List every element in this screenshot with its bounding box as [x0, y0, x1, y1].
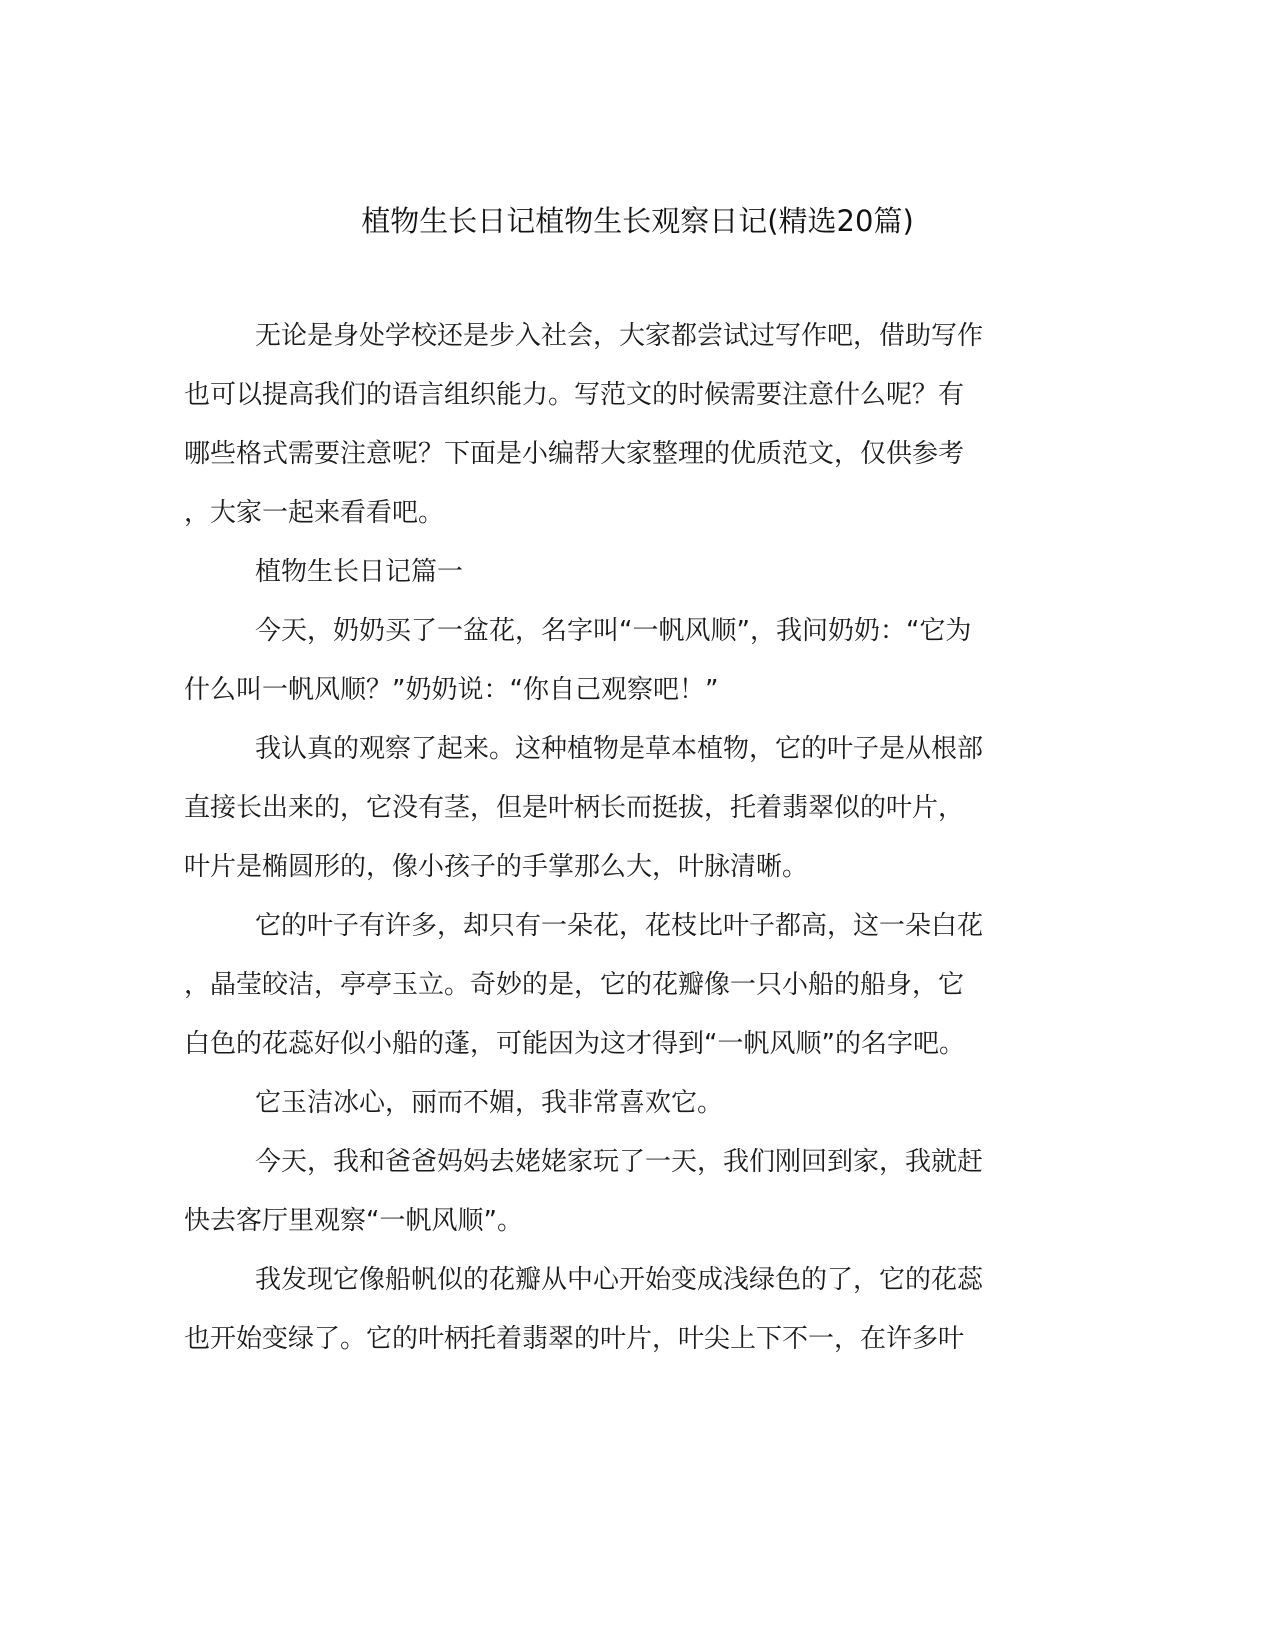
paragraph-line: 也开始变绿了。它的叶柄托着翡翠的叶片，叶尖上下不一，在许多叶 — [184, 1324, 965, 1354]
paragraph-line: ，大家一起来看看吧。 — [184, 498, 445, 528]
paragraph-line: 什么叫一帆风顺？”奶奶说：“你自己观察吧！” — [184, 675, 719, 705]
section-heading: 植物生长日记篇一 — [255, 557, 464, 587]
paragraph-line: 我认真的观察了起来。这种植物是草本植物，它的叶子是从根部 — [255, 734, 984, 764]
paragraph-line: 哪些格式需要注意呢？下面是小编帮大家整理的优质范文，仅供参考 — [184, 439, 965, 469]
paragraph-line: 无论是身处学校还是步入社会，大家都尝试过写作吧，借助写作 — [255, 321, 984, 351]
paragraph-line: 它的叶子有许多，却只有一朵花，花枝比叶子都高，这一朵白花 — [255, 911, 984, 941]
paragraph-line: 叶片是椭圆形的，像小孩子的手掌那么大，叶脉清晰。 — [184, 852, 809, 882]
paragraph-line: 我发现它像船帆似的花瓣从中心开始变成浅绿色的了，它的花蕊 — [255, 1265, 984, 1295]
paragraph-line: 也可以提高我们的语言组织能力。写范文的时候需要注意什么呢？有 — [184, 380, 965, 410]
paragraph-line: 快去客厅里观察“一帆风顺”。 — [184, 1206, 523, 1236]
paragraph-line: 直接长出来的，它没有茎，但是叶柄长而挺拔，托着翡翠似的叶片， — [184, 793, 965, 823]
paragraph-line: 今天，我和爸爸妈妈去姥姥家玩了一天，我们刚回到家，我就赶 — [255, 1147, 984, 1177]
document-title: 植物生长日记植物生长观察日记(精选20篇) — [361, 204, 914, 238]
paragraph-line: ，晶莹皎洁，亭亭玉立。奇妙的是，它的花瓣像一只小船的船身，它 — [184, 970, 965, 1000]
paragraph-line: 今天，奶奶买了一盆花，名字叫“一帆风顺”，我问奶奶：“它为 — [255, 616, 972, 646]
paragraph-line: 它玉洁冰心，丽而不媚，我非常喜欢它。 — [255, 1088, 724, 1118]
paragraph-line: 白色的花蕊好似小船的蓬，可能因为这才得到“一帆风顺”的名字吧。 — [184, 1029, 965, 1059]
